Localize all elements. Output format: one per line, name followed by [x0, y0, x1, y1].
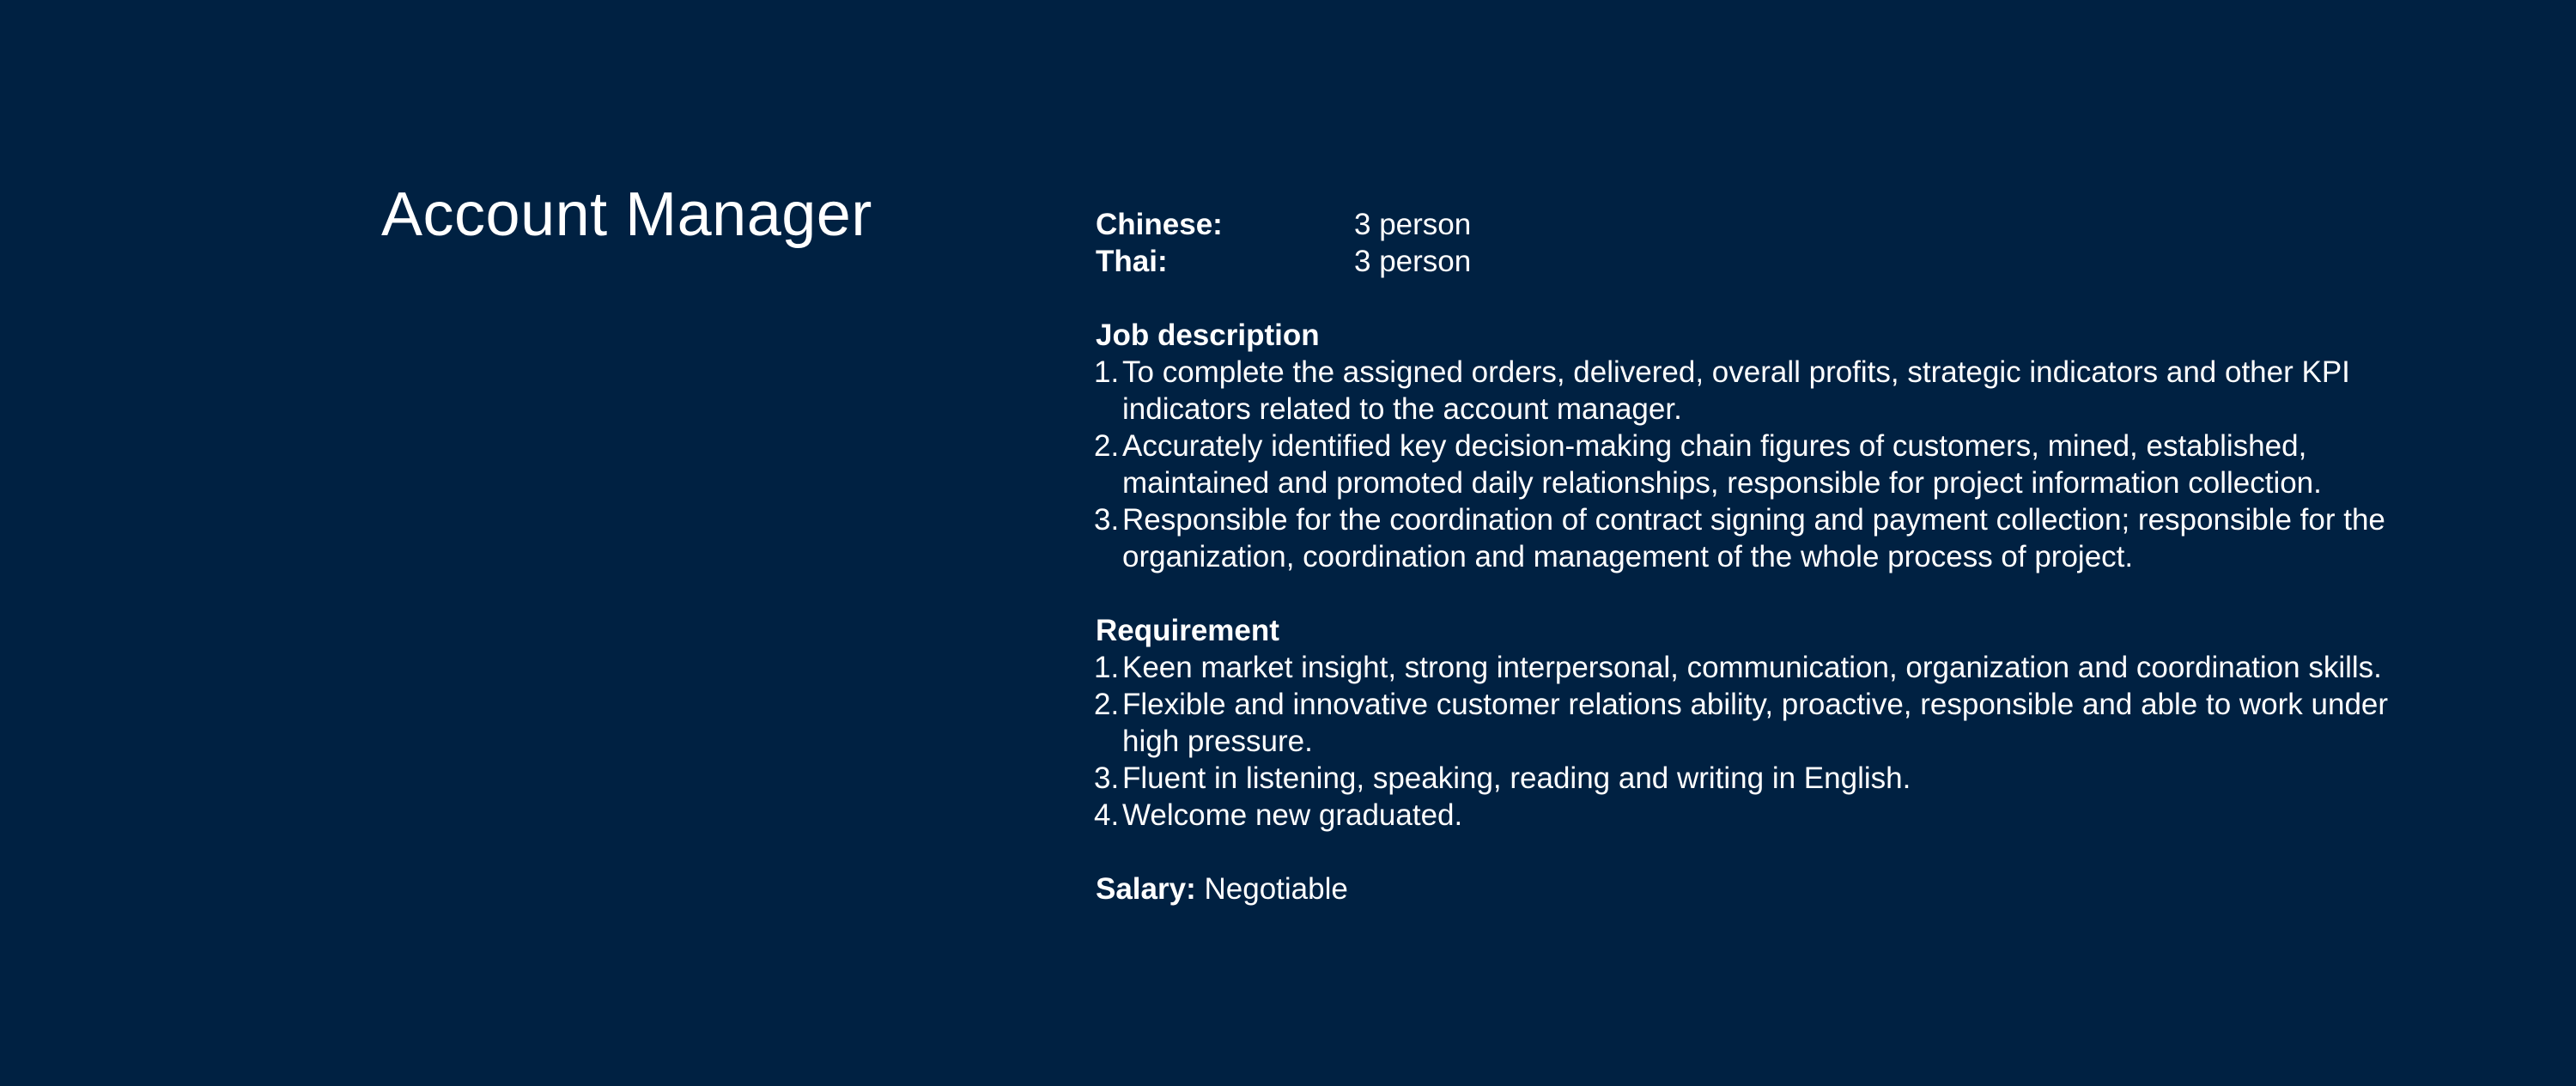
headcount-row-thai — [1096, 243, 2435, 280]
salary-label: Salary: — [1096, 872, 1196, 906]
job-description-list — [1096, 354, 2435, 575]
list-item-text: Accurately identified key decision-making chain figures of customers, mined, established, maintained and promoted daily relationships, responsible for project information collection. — [1122, 429, 2322, 500]
headcount-label: Chinese: — [1096, 208, 1223, 241]
headcount-label: Thai: — [1096, 245, 1168, 278]
list-item-text: To complete the assigned orders, delivered, overall profits, strategic indicators and other KPI indicators related to the account manager. — [1122, 355, 2350, 426]
list-item — [1096, 354, 2435, 428]
requirement-list — [1096, 649, 2435, 834]
list-item-number: 1. — [1094, 651, 1120, 684]
list-item-number: 3. — [1094, 503, 1120, 537]
list-item-text: Keen market insight, strong interpersonal, communication, organization and coordination skills. — [1122, 651, 2382, 684]
headcount-value: 3 person — [1354, 245, 1472, 278]
list-item-number: 2. — [1094, 688, 1120, 721]
list-item — [1096, 760, 2435, 797]
list-item-text: Responsible for the coordination of contract signing and payment collection; responsible for the organization, coordination and management of the whole process of project. — [1122, 503, 2385, 573]
list-item — [1096, 501, 2435, 575]
list-item-number: 4. — [1094, 798, 1120, 832]
headcount-row-chinese — [1096, 206, 2435, 243]
job-details — [1096, 206, 2435, 907]
requirement-heading: Requirement — [1096, 614, 1279, 647]
list-item-number: 2. — [1094, 429, 1120, 463]
job-title: Account Manager — [381, 180, 872, 249]
list-item — [1096, 686, 2435, 760]
list-item-text: Welcome new graduated. — [1122, 798, 1463, 832]
salary-line — [1096, 871, 2435, 907]
list-item — [1096, 797, 2435, 834]
job-description-heading: Job description — [1096, 319, 1320, 352]
list-item-number: 3. — [1094, 761, 1120, 795]
list-item — [1096, 428, 2435, 501]
list-item-text: Flexible and innovative customer relations ability, proactive, responsible and able to work under high pressure. — [1122, 688, 2389, 758]
list-item-number: 1. — [1094, 355, 1120, 389]
list-item — [1096, 649, 2435, 686]
headcount-value: 3 person — [1354, 208, 1472, 241]
list-item-text: Fluent in listening, speaking, reading and writing in English. — [1122, 761, 1911, 795]
salary-value: Negotiable — [1204, 872, 1348, 906]
